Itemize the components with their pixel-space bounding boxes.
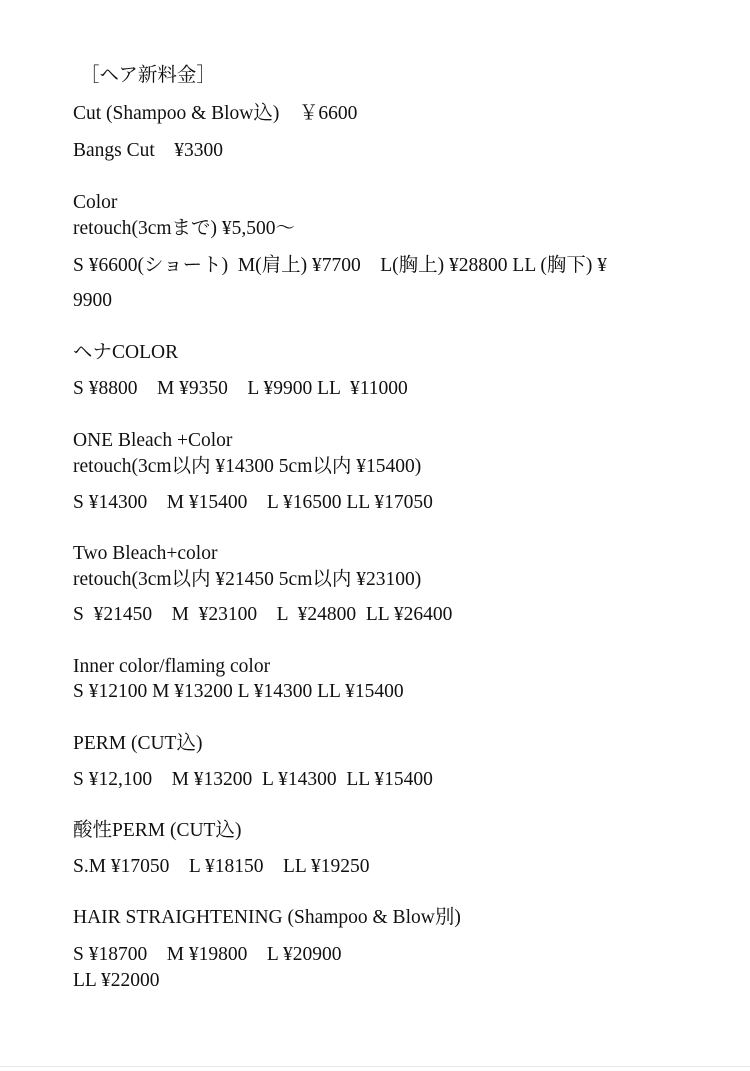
- color-prices: S ¥6600(ショート) M(肩上) ¥7700 L(胸上) ¥28800 LL (胸下) ¥: [73, 255, 608, 276]
- inner-color-title: Inner color/flaming color: [73, 656, 271, 677]
- two-bleach-prices: S ¥21450 M ¥23100 L ¥24800 LL ¥26400: [73, 604, 453, 625]
- henna-title: ヘナCOLOR: [73, 342, 179, 363]
- acid-perm-prices: S.M ¥17050 L ¥18150 LL ¥19250: [73, 856, 370, 877]
- perm-prices: S ¥12,100 M ¥13200 L ¥14300 LL ¥15400: [73, 769, 433, 790]
- straightening-prices: S ¥18700 M ¥19800 L ¥20900: [73, 944, 342, 965]
- color-prices-continued: 9900: [73, 290, 112, 311]
- henna-prices: S ¥8800 M ¥9350 L ¥9900 LL ¥11000: [73, 378, 408, 399]
- bangs-cut-price: Bangs Cut ¥3300: [73, 140, 224, 161]
- straightening-title: HAIR STRAIGHTENING (Shampoo & Blow別): [73, 907, 461, 928]
- inner-color-prices: S ¥12100 M ¥13200 L ¥14300 LL ¥15400: [73, 681, 404, 702]
- menu-heading: ［ヘア新料金］: [80, 65, 216, 86]
- one-bleach-prices: S ¥14300 M ¥15400 L ¥16500 LL ¥17050: [73, 492, 433, 513]
- two-bleach-title: Two Bleach+color: [73, 543, 218, 564]
- perm-title: PERM (CUT込): [73, 733, 203, 754]
- one-bleach-retouch: retouch(3cm以内 ¥14300 5cm以内 ¥15400): [73, 456, 422, 477]
- color-title: Color: [73, 192, 118, 213]
- straightening-prices-continued: LL ¥22000: [73, 970, 160, 991]
- one-bleach-title: ONE Bleach +Color: [73, 430, 233, 451]
- page-bottom-divider: [0, 1066, 750, 1067]
- two-bleach-retouch: retouch(3cm以内 ¥21450 5cm以内 ¥23100): [73, 569, 422, 590]
- cut-price: Cut (Shampoo & Blow込) ￥6600: [73, 103, 358, 124]
- color-retouch: retouch(3cmまで) ¥5,500〜: [73, 218, 296, 239]
- acid-perm-title: 酸性PERM (CUT込): [73, 820, 242, 841]
